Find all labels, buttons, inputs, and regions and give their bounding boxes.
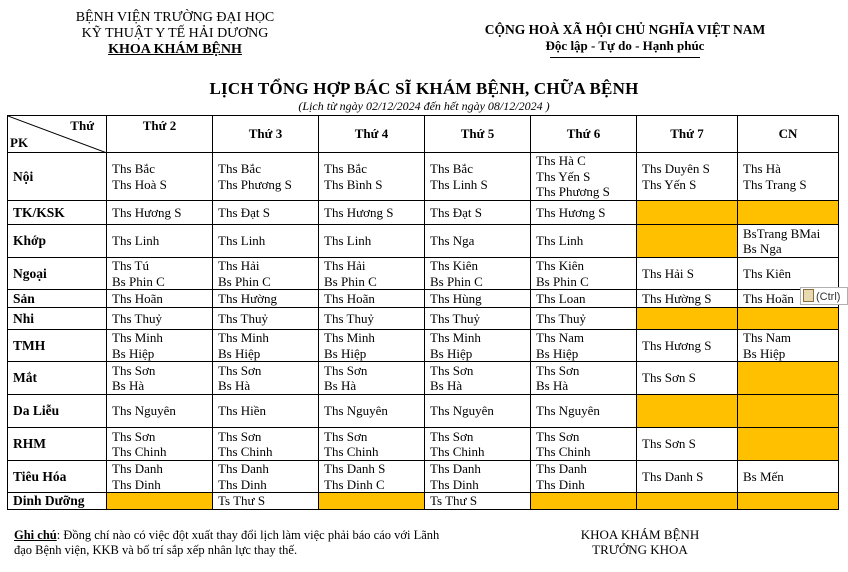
doctor-name: Ths Hùng	[430, 290, 482, 306]
doctor-name: Ths Phương S	[218, 176, 292, 192]
doctor-name: Ths Sơn	[536, 362, 580, 378]
schedule-cell	[319, 258, 425, 290]
schedule-cell	[319, 395, 425, 428]
doctor-name: Ths Loan	[536, 290, 586, 306]
doctor-name: Ths Hải	[324, 258, 366, 273]
doctor-name: Ths Bình S	[324, 176, 383, 192]
doctor-name: Ths Bắc	[218, 161, 261, 176]
schedule-cell	[738, 362, 839, 395]
doctor-name: Ths Sơn	[536, 428, 580, 444]
doctor-name: Ths Hà	[743, 161, 781, 176]
schedule-cell	[425, 461, 531, 493]
schedule-cell	[425, 308, 531, 330]
clinic-name: Ngoại	[8, 258, 107, 290]
doctor-name: Ths Nga	[430, 233, 475, 249]
doctor-name: Bs Hiệp	[218, 345, 261, 361]
doctor-name: Ths Thuỷ	[536, 310, 586, 326]
day-header: Thứ 5	[425, 116, 531, 153]
schedule-cell	[319, 290, 425, 308]
doctor-name: Ths Nguyên	[536, 403, 600, 419]
doctor-name: Ts Thư S	[430, 493, 478, 509]
schedule-cell	[213, 308, 319, 330]
clinic-name: Dinh Dưỡng	[8, 493, 107, 510]
doctor-name: Ths Nam	[743, 330, 792, 345]
schedule-cell	[738, 395, 839, 428]
doctor-name: Ths Phương S	[536, 184, 610, 200]
table-row	[8, 290, 839, 308]
schedule-cell	[531, 308, 637, 330]
hospital-name-line2: KỸ THUẬT Y TẾ HẢI DƯƠNG	[81, 26, 269, 41]
schedule-cell	[213, 225, 319, 258]
schedule-cell	[531, 493, 637, 510]
table-row	[8, 395, 839, 428]
doctor-name: Ths Kiên	[430, 258, 479, 273]
doctor-name: Ts Thư S	[218, 493, 266, 509]
doctor-name: Ths Duyên S	[642, 161, 710, 176]
table-row	[8, 201, 839, 225]
doctor-name: Bs Hà	[112, 378, 145, 393]
national-motto: Độc lập - Tự do - Hạnh phúc	[545, 38, 705, 53]
clipboard-icon	[803, 289, 814, 302]
schedule-cell	[213, 428, 319, 461]
corner-label-pk: PK	[10, 134, 29, 150]
doctor-name: Ths Dinh C	[324, 476, 385, 492]
doctor-name: Ths Nguyên	[324, 403, 388, 419]
schedule-cell	[213, 395, 319, 428]
schedule-cell	[107, 330, 213, 362]
schedule-cell	[637, 428, 738, 461]
doctor-name: Ths Hiền	[218, 403, 267, 419]
table-row	[8, 258, 839, 290]
schedule-cell	[425, 330, 531, 362]
schedule-cell	[425, 290, 531, 308]
schedule-cell	[213, 153, 319, 201]
doctor-name: Ths Sơn	[430, 362, 474, 378]
footnote-label: Ghi chú	[14, 528, 57, 542]
doctor-name: Ths Nguyên	[112, 403, 176, 419]
signature-role: TRƯỞNG KHOA	[592, 542, 688, 557]
clinic-name: Nội	[8, 153, 107, 201]
schedule-cell	[637, 225, 738, 258]
doctor-name: Ths Linh	[536, 233, 584, 249]
header-left	[40, 10, 310, 58]
doctor-name: Ths Dinh	[536, 476, 585, 492]
doctor-name: Ths Danh S	[642, 468, 704, 484]
table-row	[8, 428, 839, 461]
clinic-name: Da Liễu	[8, 395, 107, 428]
doctor-name: Ths Minh	[324, 330, 375, 345]
schedule-cell	[637, 395, 738, 428]
schedule-cell	[107, 201, 213, 225]
hospital-name-line1: BỆNH VIỆN TRƯỜNG ĐẠI HỌC	[75, 10, 275, 25]
doctor-name: Bs Nga	[743, 241, 782, 256]
schedule-cell	[107, 493, 213, 510]
doctor-name: Ths Sơn	[218, 428, 262, 444]
doctor-name: Ths Linh	[324, 233, 372, 249]
doctor-name: Ths Chinh	[430, 444, 485, 459]
doctor-name: Ths Bắc	[430, 161, 473, 176]
schedule-cell	[107, 461, 213, 493]
doctor-name: Bs Mến	[743, 468, 784, 484]
day-header: Thứ 7	[637, 116, 738, 153]
schedule-cell	[425, 395, 531, 428]
schedule-cell	[107, 225, 213, 258]
doctor-name: Bs Phin C	[324, 273, 377, 289]
doctor-name: Ths Sơn S	[642, 436, 696, 452]
schedule-cell	[531, 428, 637, 461]
doctor-name: Ths Nam	[536, 330, 585, 345]
doctor-name: Ths Chinh	[112, 444, 167, 459]
schedule-table	[7, 115, 839, 510]
doctor-name: Bs Hà	[536, 378, 569, 393]
clinic-name: Nhi	[8, 308, 107, 330]
table-row	[8, 308, 839, 330]
day-header: Thứ 3	[213, 116, 319, 153]
schedule-cell	[319, 428, 425, 461]
schedule-cell	[425, 362, 531, 395]
table-row	[8, 330, 839, 362]
corner-label-day: Thứ	[70, 118, 94, 133]
schedule-cell	[637, 153, 738, 201]
schedule-cell	[425, 493, 531, 510]
doctor-name: Bs Phin C	[112, 273, 165, 289]
clinic-name: TMH	[8, 330, 107, 362]
doctor-name: Ths Thuỷ	[218, 310, 268, 326]
doctor-name: Ths Tú	[112, 258, 149, 273]
schedule-cell	[107, 290, 213, 308]
schedule-cell	[738, 225, 839, 258]
doctor-name: Ths Hương S	[324, 204, 394, 220]
national-title: CỘNG HOÀ XÃ HỘI CHỦ NGHĨA VIỆT NAM	[484, 22, 766, 37]
schedule-cell	[319, 153, 425, 201]
schedule-cell	[531, 153, 637, 201]
doctor-name: Bs Hà	[430, 378, 463, 393]
doctor-name: Ths Thuỷ	[430, 310, 480, 326]
doctor-name: Bs Phin C	[218, 273, 271, 289]
doctor-name: BsTrang BMai	[743, 225, 821, 241]
schedule-cell	[738, 461, 839, 493]
doctor-name: Ths Đạt S	[430, 204, 482, 220]
schedule-cell	[738, 493, 839, 510]
schedule-cell	[213, 493, 319, 510]
schedule-cell	[637, 201, 738, 225]
doctor-name: Ths Yến S	[536, 168, 591, 184]
doctor-name: Ths Hải S	[642, 265, 694, 281]
schedule-cell	[531, 290, 637, 308]
schedule-cell	[637, 290, 738, 308]
doctor-name: Bs Phin C	[430, 273, 483, 289]
schedule-cell	[738, 153, 839, 201]
schedule-cell	[425, 153, 531, 201]
schedule-cell	[531, 395, 637, 428]
schedule-cell	[531, 362, 637, 395]
day-header: Thứ 2	[107, 116, 213, 153]
doctor-name: Ths Hoà S	[112, 176, 167, 192]
doctor-name: Ths Trang S	[743, 176, 807, 192]
doctor-name: Ths Sơn	[112, 362, 156, 378]
schedule-cell	[425, 428, 531, 461]
schedule-cell	[107, 308, 213, 330]
doctor-name: Ths Hải	[218, 258, 260, 273]
clinic-name: Khớp	[8, 225, 107, 258]
doctor-name: Ths Bắc	[112, 161, 155, 176]
paste-options-label: (Ctrl)	[816, 291, 841, 303]
schedule-cell	[425, 225, 531, 258]
doctor-name: Ths Bắc	[324, 161, 367, 176]
schedule-cell	[531, 330, 637, 362]
schedule-cell	[637, 461, 738, 493]
doctor-name: Ths Chinh	[536, 444, 591, 459]
table-row	[8, 225, 839, 258]
doctor-name: Ths Minh	[218, 330, 269, 345]
header-row	[8, 116, 839, 153]
schedule-cell	[637, 308, 738, 330]
doctor-name: Ths Linh S	[430, 176, 488, 192]
schedule-cell	[738, 308, 839, 330]
footnote-text: : Đồng chí nào có việc đột xuất thay đổi lịch làm việc phải báo cáo với Lãnh đạo Bệnh viện, KKB và bố trí sắp xếp nhân lực thay thế.	[14, 528, 440, 557]
doctor-name: Ths Danh S	[324, 461, 386, 476]
doctor-name: Ths Chinh	[324, 444, 379, 459]
schedule-cell	[319, 308, 425, 330]
schedule-cell	[213, 362, 319, 395]
doctor-name: Ths Sơn	[218, 362, 262, 378]
doctor-name: Ths Sơn	[430, 428, 474, 444]
day-header: Thứ 6	[531, 116, 637, 153]
schedule-cell	[531, 201, 637, 225]
doctor-name: Ths Chinh	[218, 444, 273, 459]
doctor-name: Ths Hà C	[536, 153, 586, 169]
doctor-name: Ths Nguyên	[430, 403, 494, 419]
schedule-body	[8, 153, 839, 510]
doctor-name: Ths Danh	[430, 461, 481, 476]
schedule-cell	[213, 461, 319, 493]
schedule-cell	[738, 201, 839, 225]
doctor-name: Ths Sơn S	[642, 370, 696, 386]
doctor-name: Bs Hà	[324, 378, 357, 393]
doctor-name: Ths Danh	[536, 461, 587, 476]
doctor-name: Bs Hiệp	[430, 345, 473, 361]
schedule-cell	[107, 362, 213, 395]
clinic-name: TK/KSK	[8, 201, 107, 225]
schedule-cell	[319, 201, 425, 225]
schedule-cell	[319, 330, 425, 362]
doctor-name: Bs Hà	[218, 378, 251, 393]
day-header: CN	[738, 116, 839, 153]
signature-block	[540, 527, 740, 557]
doctor-name: Ths Dinh	[218, 476, 267, 492]
day-header: Thứ 4	[319, 116, 425, 153]
doctor-name: Ths Hoãn	[324, 290, 375, 306]
document-title: LỊCH TỔNG HỢP BÁC SĨ KHÁM BỆNH, CHỮA BỆNH	[209, 79, 639, 98]
doctor-name: Ths Sơn	[112, 428, 156, 444]
schedule-cell	[637, 330, 738, 362]
schedule-cell	[319, 362, 425, 395]
clinic-name: Tiêu Hóa	[8, 461, 107, 493]
schedule-cell	[531, 461, 637, 493]
signature-department: KHOA KHÁM BỆNH	[580, 527, 700, 542]
doctor-name: Ths Hường S	[642, 290, 712, 306]
corner-cell	[8, 116, 107, 153]
doctor-name: Ths Linh	[218, 233, 266, 249]
clinic-name: RHM	[8, 428, 107, 461]
clinic-name: Mắt	[8, 362, 107, 395]
schedule-cell	[213, 258, 319, 290]
doctor-name: Ths Thuỷ	[324, 310, 374, 326]
schedule-cell	[319, 493, 425, 510]
doctor-name: Ths Hoãn	[743, 290, 794, 306]
doctor-name: Ths Sơn	[324, 428, 368, 444]
schedule-cell	[213, 201, 319, 225]
doctor-name: Ths Hường	[218, 290, 278, 306]
doctor-name: Bs Hiệp	[112, 345, 155, 361]
doctor-name: Ths Hương S	[536, 204, 606, 220]
header-right	[470, 22, 780, 58]
footnote	[14, 528, 444, 558]
department-name: KHOA KHÁM BỆNH	[108, 42, 242, 57]
schedule-cell	[425, 201, 531, 225]
table-row	[8, 153, 839, 201]
doctor-name: Bs Hiệp	[536, 345, 579, 361]
schedule-cell	[107, 428, 213, 461]
schedule-cell	[738, 330, 839, 362]
doctor-name: Bs Hiệp	[743, 345, 786, 361]
doctor-name: Ths Minh	[430, 330, 481, 345]
schedule-cell	[107, 395, 213, 428]
doctor-name: Ths Linh	[112, 233, 160, 249]
doctor-name: Ths Dinh	[112, 476, 161, 492]
schedule-cell	[531, 258, 637, 290]
table-row	[8, 461, 839, 493]
schedule-cell	[738, 428, 839, 461]
doctor-name: Ths Hoãn	[112, 290, 163, 306]
table-row	[8, 362, 839, 395]
document-subtitle: (Lịch từ ngày 02/12/2024 đến hết ngày 08/12/2024 )	[298, 99, 550, 113]
doctor-name: Bs Hiệp	[324, 345, 367, 361]
doctor-name: Ths Minh	[112, 330, 163, 345]
schedule-cell	[213, 330, 319, 362]
doctor-name: Ths Kiên	[743, 265, 792, 281]
doctor-name: Bs Phin C	[536, 273, 589, 289]
schedule-cell	[637, 493, 738, 510]
doctor-name: Ths Đạt S	[218, 204, 270, 220]
doctor-name: Ths Danh	[112, 461, 163, 476]
doctor-name: Ths Kiên	[536, 258, 585, 273]
doctor-name: Ths Danh	[218, 461, 269, 476]
doctor-name: Ths Dinh	[430, 476, 479, 492]
doctor-name: Ths Hương S	[642, 337, 712, 353]
paste-options-button[interactable]	[800, 287, 848, 305]
schedule-cell	[319, 225, 425, 258]
schedule-cell	[531, 225, 637, 258]
schedule-cell	[637, 258, 738, 290]
schedule-cell	[637, 362, 738, 395]
clinic-name: Sản	[8, 290, 107, 308]
motto-underline	[550, 57, 700, 58]
schedule-cell	[738, 258, 839, 290]
schedule-cell	[425, 258, 531, 290]
table-row	[8, 493, 839, 510]
schedule-cell	[319, 461, 425, 493]
doctor-name: Ths Hương S	[112, 204, 182, 220]
doctor-name: Ths Thuỷ	[112, 310, 162, 326]
schedule-cell	[213, 290, 319, 308]
schedule-cell	[107, 153, 213, 201]
schedule-cell	[107, 258, 213, 290]
doctor-name: Ths Yến S	[642, 176, 697, 192]
doctor-name: Ths Sơn	[324, 362, 368, 378]
